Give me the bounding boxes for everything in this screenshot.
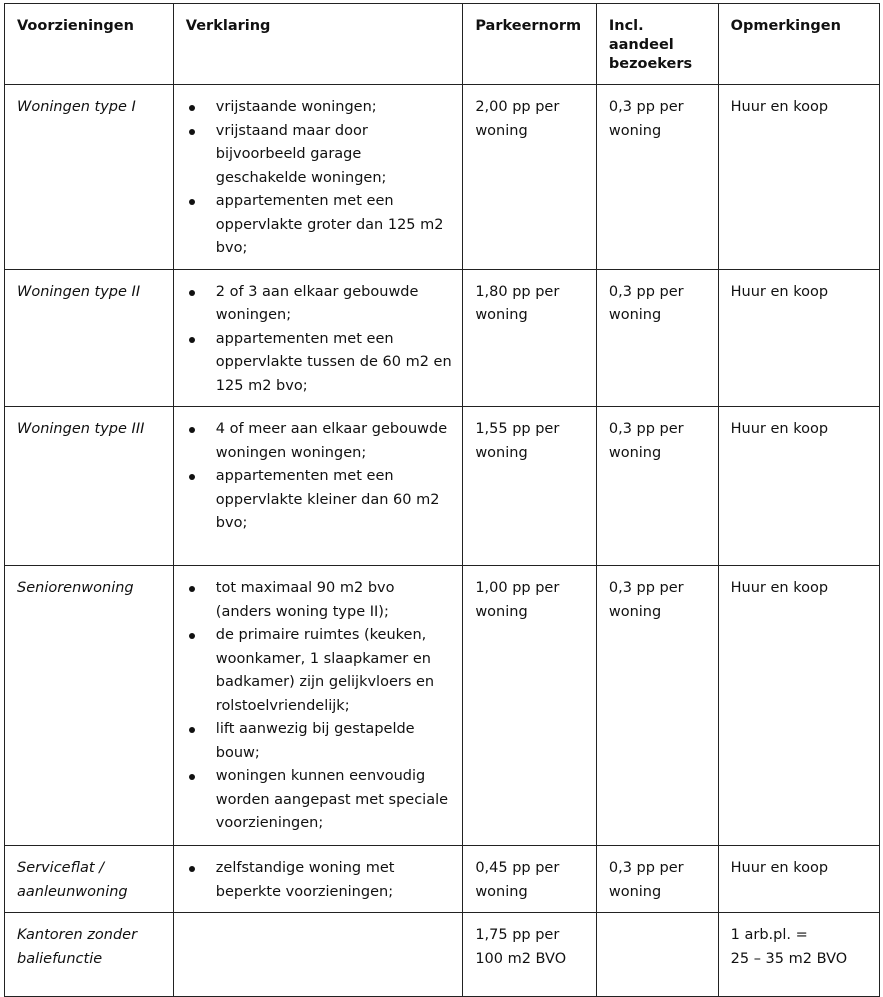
cell-voorziening: Seniorenwoning [5,566,174,846]
cell-opmerkingen [718,566,879,846]
table-row [5,566,880,846]
opmerking-line: Huur en koop [730,860,829,876]
header-verklaring: Verklaring [173,4,463,85]
table-row [5,269,880,407]
list-item: appartementen met een oppervlakte kleiner dan 60 m2 bvo; [186,465,455,536]
table-row [5,846,880,913]
opmerking-line: 25 – 35 m2 BVO [730,950,848,967]
opmerking-line: Huur en koop [730,580,829,596]
parking-norms-table [4,3,880,997]
cell-opmerkingen [718,846,879,913]
cell-bezoekers: 0,3 pp per woning [596,846,718,913]
header-bezoekers: Incl. aandeel bezoekers [596,4,718,85]
cell-bezoekers [596,913,718,997]
list-item: 4 of meer aan elkaar gebouwde woningen woningen; [186,418,455,465]
cell-bezoekers: 0,3 pp per woning [596,566,718,846]
list-item: woningen kunnen eenvoudig worden aangepast met speciale voorzieningen; [186,765,455,836]
cell-parkeernorm: 1,80 pp per woning [463,269,597,407]
cell-voorziening: Woningen type III [5,407,174,566]
verklaring-list [186,577,455,836]
cell-verklaring [173,269,463,407]
opmerking-line: Huur en koop [730,421,829,437]
table-header-row [5,4,880,85]
table-row [5,913,880,997]
list-item: 2 of 3 aan elkaar gebouwde woningen; [186,281,455,328]
list-item: vrijstaande woningen; [186,96,455,120]
verklaring-list [186,281,455,399]
cell-voorziening: Serviceflat / aanleunwoning [5,846,174,913]
cell-opmerkingen [718,913,879,997]
cell-voorziening: Woningen type I [5,85,174,270]
cell-bezoekers: 0,3 pp per woning [596,85,718,270]
table-row [5,407,880,566]
cell-verklaring [173,85,463,270]
cell-opmerkingen [718,85,879,270]
cell-parkeernorm: 0,45 pp per woning [463,846,597,913]
verklaring-list [186,857,455,904]
header-parkeernorm: Parkeernorm [463,4,597,85]
header-voorzieningen: Voorzieningen [5,4,174,85]
cell-bezoekers: 0,3 pp per woning [596,269,718,407]
cell-verklaring [173,846,463,913]
verklaring-list [186,96,455,261]
parking-norms-table-wrapper [4,3,880,997]
opmerking-line: Huur en koop [730,99,829,115]
list-item: lift aanwezig bij gestapelde bouw; [186,718,455,765]
cell-parkeernorm: 1,75 pp per 100 m2 BVO [463,913,597,997]
cell-verklaring [173,566,463,846]
list-item: appartementen met een oppervlakte groter dan 125 m2 bvo; [186,190,455,261]
list-item: appartementen met een oppervlakte tussen de 60 m2 en 125 m2 bvo; [186,328,455,399]
cell-verklaring [173,913,463,997]
cell-voorziening: Woningen type II [5,269,174,407]
list-item: de primaire ruimtes (keuken, woonkamer, 1 slaapkamer en badkamer) zijn gelijkvloers en rolstoelvriendelijk; [186,624,455,718]
cell-bezoekers: 0,3 pp per woning [596,407,718,566]
verklaring-list [186,418,455,536]
list-item: vrijstaand maar door bijvoorbeeld garage geschakelde woningen; [186,120,455,191]
opmerking-line: Huur en koop [730,283,829,300]
opmerking-line: 1 arb.pl. = [730,927,808,943]
cell-parkeernorm: 2,00 pp per woning [463,85,597,270]
cell-parkeernorm: 1,55 pp per woning [463,407,597,566]
list-item: zelfstandige woning met beperkte voorzieningen; [186,857,455,904]
cell-opmerkingen [718,407,879,566]
header-opmerkingen: Opmerkingen [718,4,879,85]
cell-verklaring [173,407,463,566]
cell-opmerkingen [718,269,879,407]
list-item: tot maximaal 90 m2 bvo (anders woning type II); [186,577,455,624]
cell-voorziening: Kantoren zonder baliefunctie [5,913,174,997]
table-row [5,85,880,270]
cell-parkeernorm: 1,00 pp per woning [463,566,597,846]
